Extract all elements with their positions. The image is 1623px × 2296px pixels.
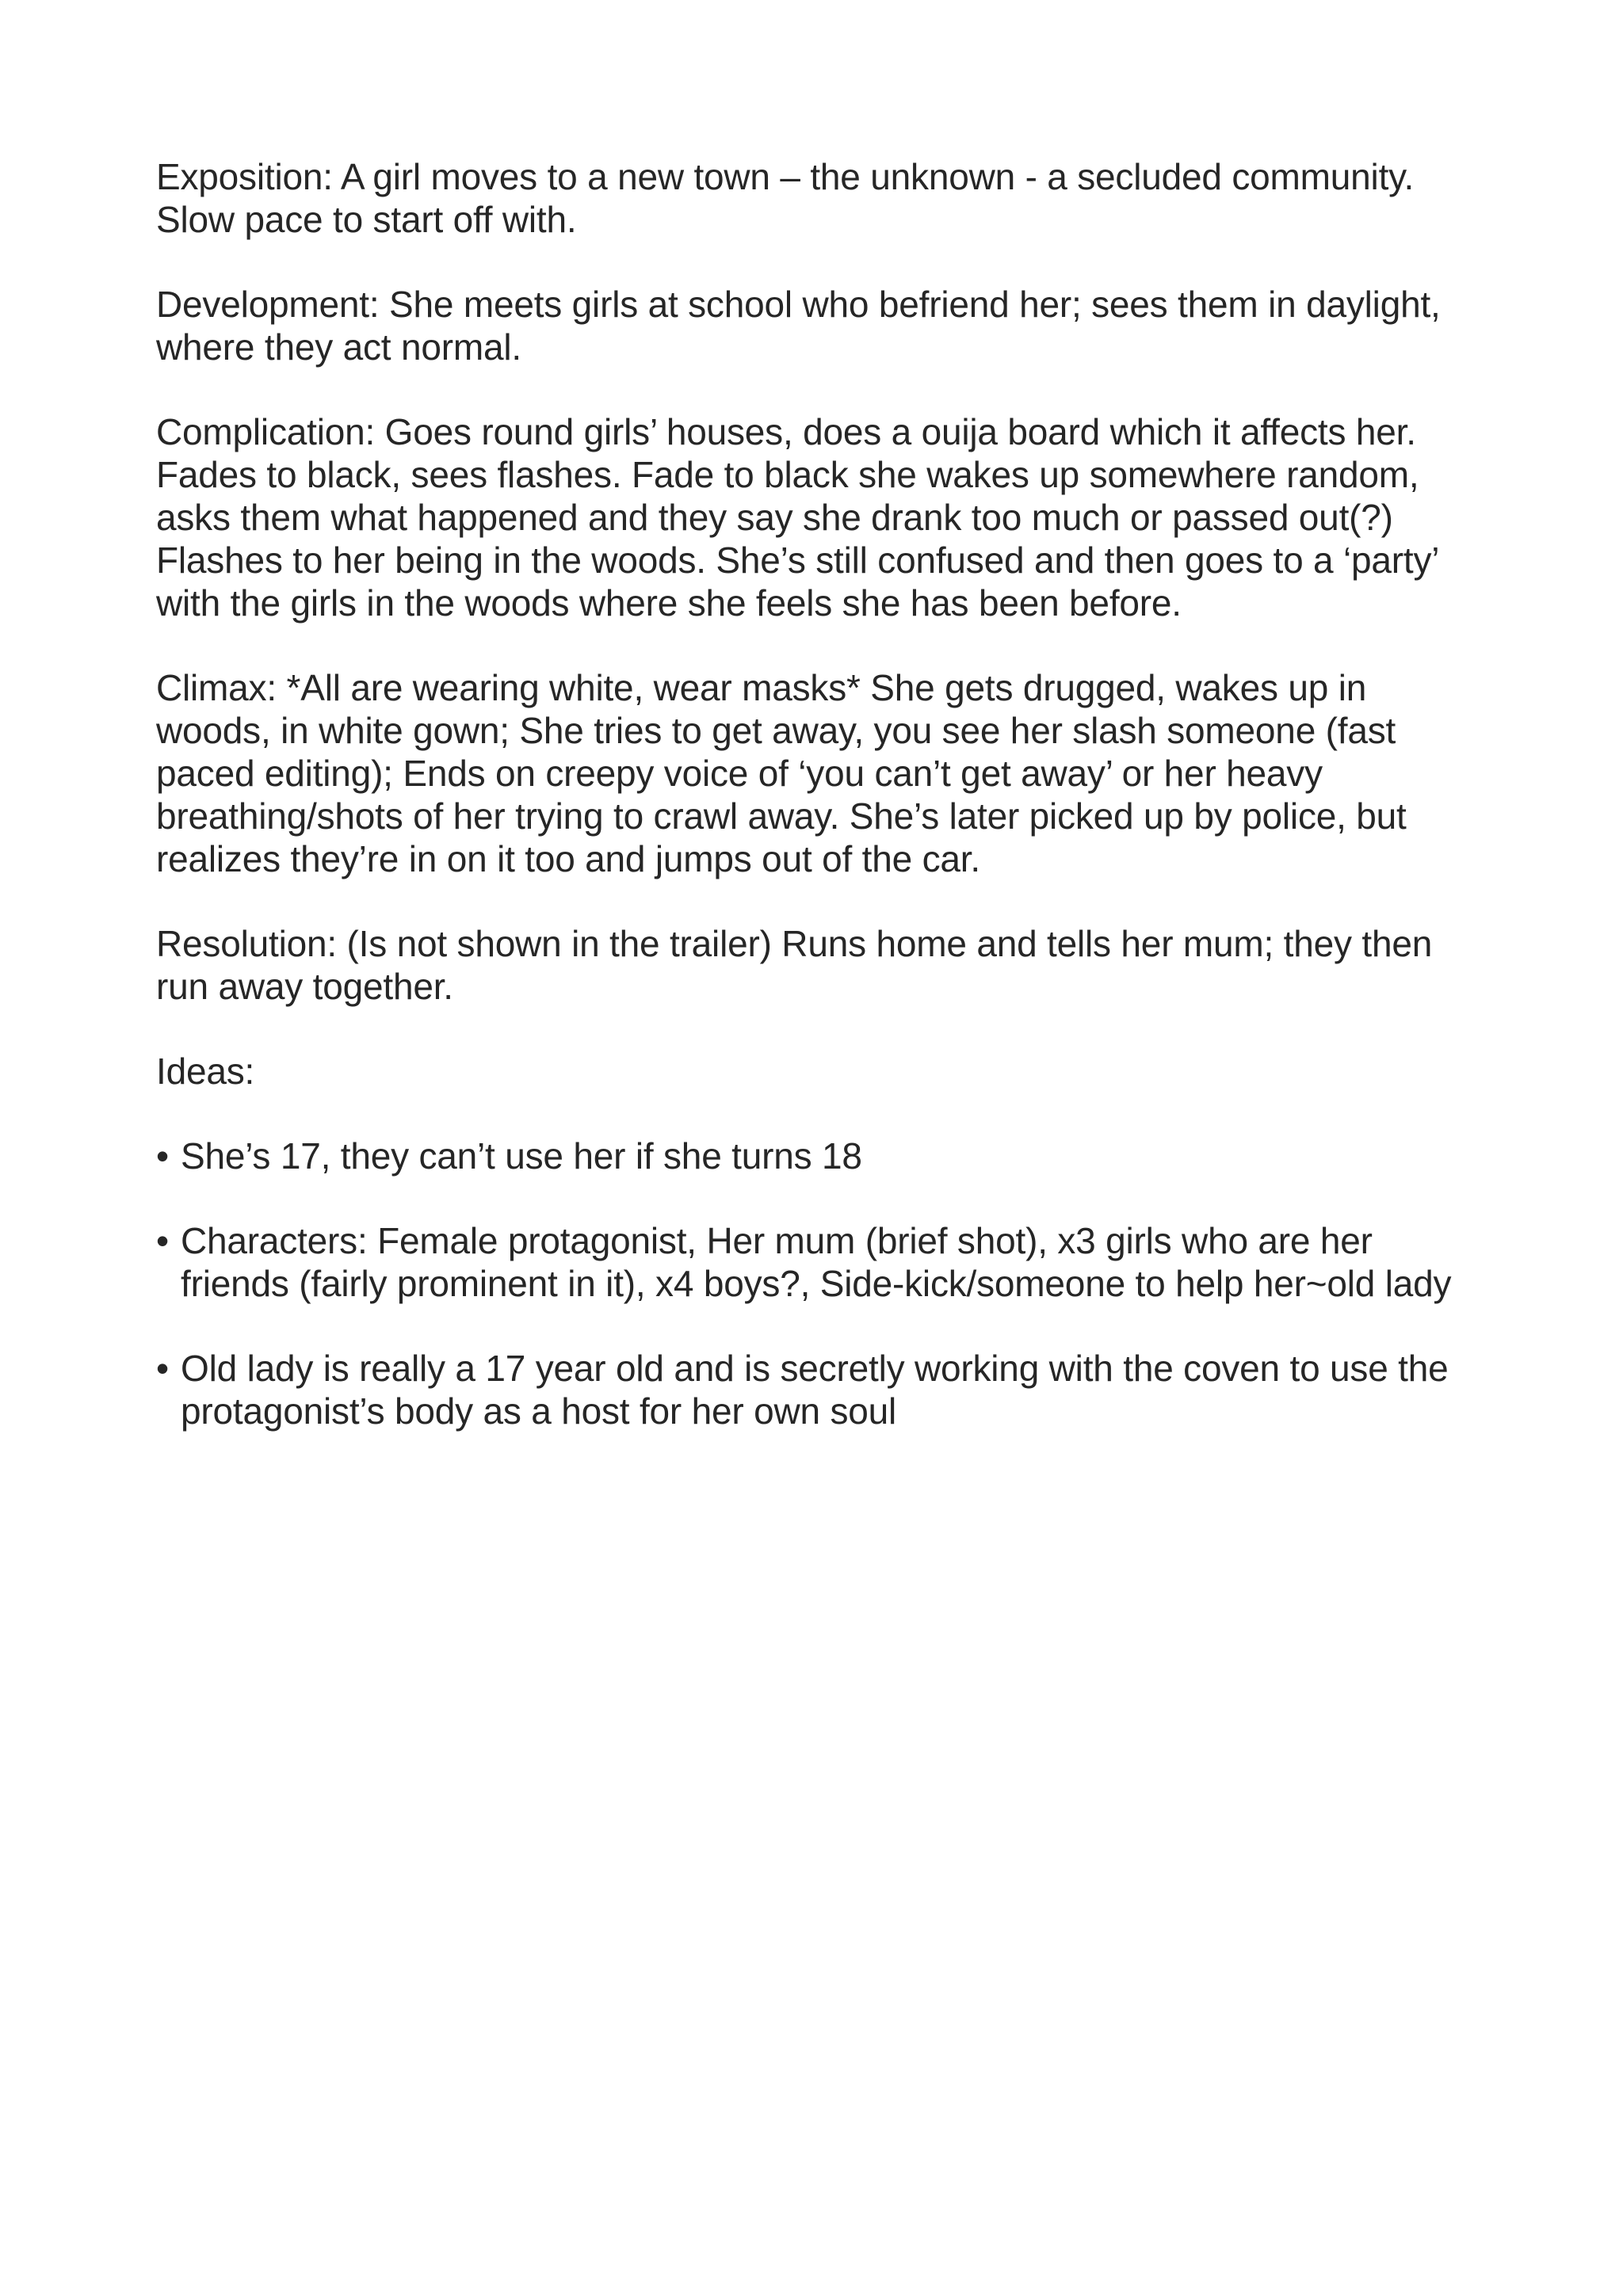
idea-item — [156, 1219, 1487, 1305]
ideas-heading — [156, 1050, 1487, 1093]
paragraph-line: Flashes to her being in the woods. She’s still confused and then goes to a ‘party’ — [156, 540, 1440, 581]
exposition-paragraph — [156, 155, 1487, 241]
idea-item — [156, 1135, 1487, 1177]
bullet-icon: • — [156, 1135, 169, 1177]
idea-line: Characters: Female protagonist, Her mum (brief shot), x3 girls who are her — [181, 1220, 1373, 1261]
paragraph-line: Slow pace to start off with. — [156, 199, 577, 240]
idea-item — [156, 1347, 1487, 1432]
idea-line: She’s 17, they can’t use her if she turns 18 — [181, 1135, 862, 1177]
paragraph-line: paced editing); Ends on creepy voice of ‘you can’t get away’ or her heavy — [156, 753, 1323, 794]
paragraph-line: Fades to black, sees flashes. Fade to black she wakes up somewhere random, — [156, 454, 1419, 495]
paragraph-line: run away together. — [156, 966, 453, 1007]
paragraph-line: Climax: *All are wearing white, wear masks* She gets drugged, wakes up in — [156, 667, 1367, 708]
complication-paragraph — [156, 410, 1487, 624]
idea-line: friends (fairly prominent in it), x4 boys?, Side-kick/someone to help her~old lady — [181, 1263, 1452, 1304]
idea-line: protagonist’s body as a host for her own soul — [181, 1390, 897, 1432]
paragraph-line: breathing/shots of her trying to crawl away. She’s later picked up by police, but — [156, 795, 1407, 837]
paragraph-line: woods, in white gown; She tries to get away, you see her slash someone (fast — [156, 710, 1396, 751]
paragraph-line: where they act normal. — [156, 326, 521, 368]
paragraph-line: Complication: Goes round girls’ houses, does a ouija board which it affects her. — [156, 411, 1416, 452]
paragraph-line: asks them what happened and they say she drank too much or passed out(?) — [156, 497, 1393, 538]
resolution-paragraph — [156, 922, 1487, 1008]
idea-line: Old lady is really a 17 year old and is secretly working with the coven to use the — [181, 1348, 1449, 1389]
document-body — [156, 155, 1487, 1474]
development-paragraph — [156, 283, 1487, 368]
bullet-icon: • — [156, 1348, 169, 1389]
paragraph-line: Resolution: (Is not shown in the trailer) Runs home and tells her mum; they then — [156, 923, 1433, 964]
climax-paragraph — [156, 666, 1487, 880]
paragraph-line: with the girls in the woods where she feels she has been before. — [156, 582, 1182, 624]
bullet-icon: • — [156, 1220, 169, 1261]
paragraph-line: realizes they’re in on it too and jumps out of the car. — [156, 838, 980, 879]
paragraph-line: Exposition: A girl moves to a new town – the unknown - a secluded community. — [156, 156, 1415, 197]
ideas-list — [156, 1135, 1487, 1432]
heading-line: Ideas: — [156, 1051, 255, 1092]
paragraph-line: Development: She meets girls at school who befriend her; sees them in daylight, — [156, 284, 1441, 325]
